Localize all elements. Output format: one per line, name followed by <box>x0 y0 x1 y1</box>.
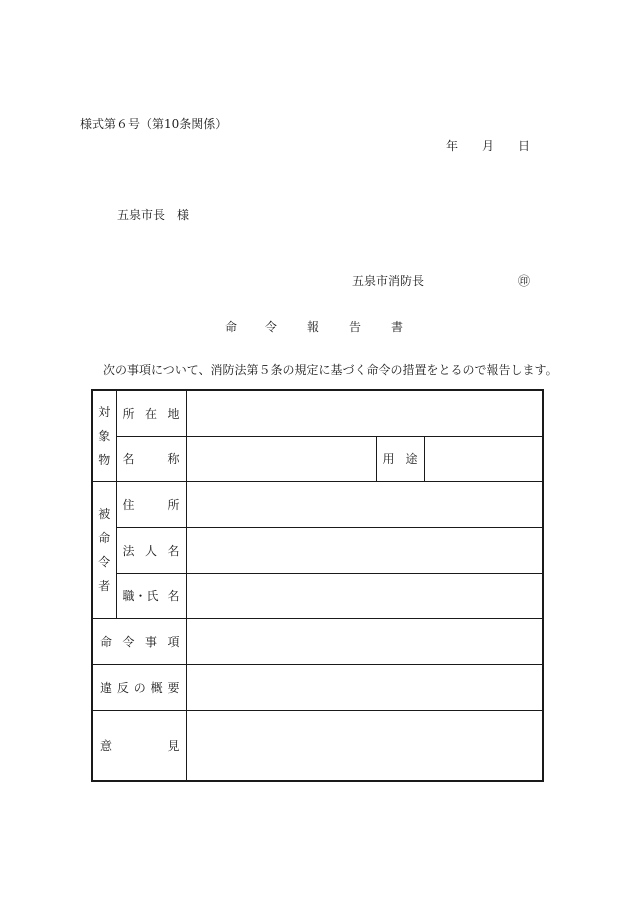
seal-mark-icon: ㊞ <box>518 274 531 288</box>
title-char: 告 <box>349 320 362 334</box>
violation-summary-label: 違 反 の 概 要 <box>92 664 186 710</box>
order-items-label: 命 令 事 項 <box>92 618 186 664</box>
order-items-field[interactable] <box>186 618 543 664</box>
use-field[interactable] <box>424 436 543 481</box>
use-label: 用 途 <box>376 436 424 481</box>
title-char: 令 <box>265 320 278 334</box>
location-field[interactable] <box>186 390 543 436</box>
intro-text: 次の事項について、消防法第５条の規定に基づく命令の措置をとるので報告します。 <box>103 363 558 377</box>
title-char: 命 <box>225 320 238 334</box>
date-day-label: 日 <box>518 139 531 153</box>
name-label: 名 称 <box>116 436 186 481</box>
opinion-field[interactable] <box>186 710 543 781</box>
form-number: 様式第６号（第10条関係） <box>80 117 228 131</box>
recipient-group-label: 被 命 令 者 <box>92 481 116 618</box>
corp-name-label: 法 人 名 <box>116 527 186 573</box>
addressee: 五泉市長 様 <box>117 208 190 222</box>
address-field[interactable] <box>186 481 543 527</box>
opinion-label: 意 見 <box>92 710 186 781</box>
report-form-table <box>91 389 544 782</box>
address-label: 住 所 <box>116 481 186 527</box>
issuer-name: 五泉市消防長 <box>352 274 425 288</box>
target-group-label: 対 象 物 <box>92 390 116 481</box>
title-name-field[interactable] <box>186 573 543 618</box>
title-name-label: 職・氏 名 <box>116 573 186 618</box>
document-title <box>225 320 403 334</box>
violation-summary-field[interactable] <box>186 664 543 710</box>
name-field[interactable] <box>186 436 376 481</box>
corp-name-field[interactable] <box>186 527 543 573</box>
location-label: 所 在 地 <box>116 390 186 436</box>
date-year-label: 年 <box>446 139 459 153</box>
date-month-label: 月 <box>482 139 495 153</box>
title-char: 報 <box>307 320 320 334</box>
title-char: 書 <box>391 320 404 334</box>
date-line <box>446 139 530 153</box>
